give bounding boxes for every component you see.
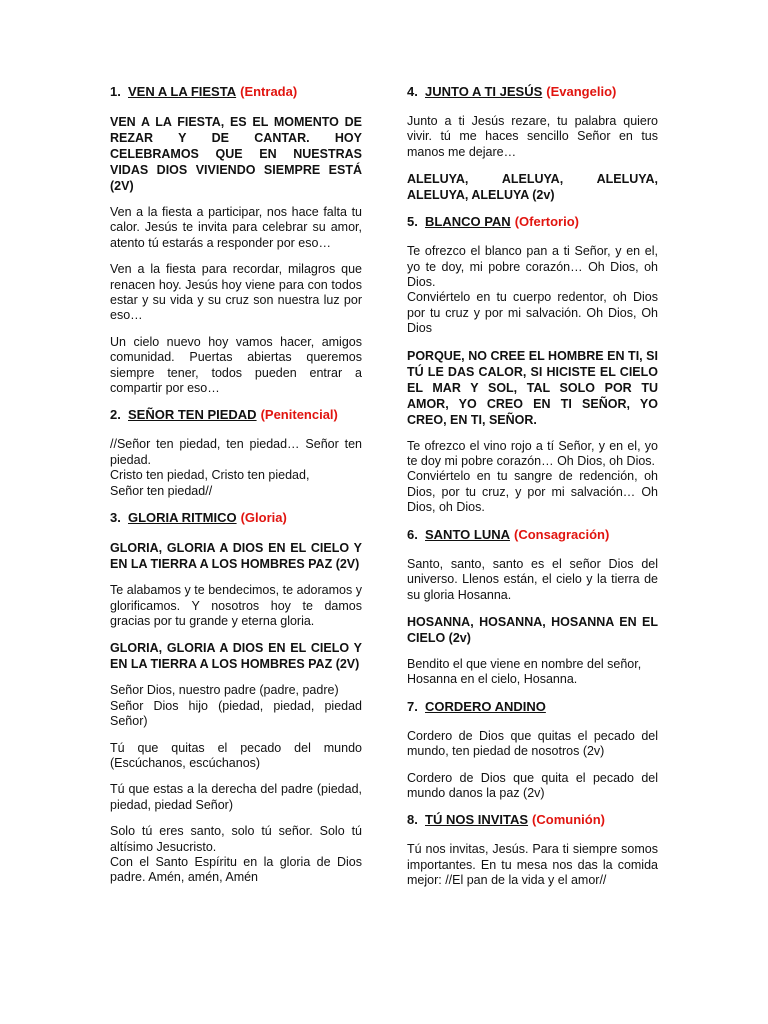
song-subtitle: (Evangelio) bbox=[546, 84, 617, 99]
verse: Un cielo nuevo hoy vamos hacer, amigos comunidad. Puertas abiertas queremos siempre tener, todos pueden entrar a compartir por eso… bbox=[110, 334, 362, 396]
verse-line: //Señor ten piedad, ten piedad… Señor ten piedad. bbox=[110, 437, 362, 467]
verse bbox=[407, 657, 658, 688]
verse-line: Te ofrezco el vino rojo a tí Señor, y en el, yo te doy mi pobre corazón… Oh Dios, oh Dios. bbox=[407, 438, 658, 469]
song-title: CORDERO ANDINO bbox=[425, 698, 546, 714]
song-heading bbox=[110, 407, 362, 423]
song-title: BLANCO PAN bbox=[425, 214, 511, 230]
song-heading bbox=[407, 84, 658, 100]
verse: Santo, santo, santo es el señor Dios del universo. Llenos están, el cielo y la tierra de su gloria Hosanna. bbox=[407, 556, 658, 602]
song-number: 3. bbox=[110, 510, 121, 526]
song-section bbox=[110, 510, 362, 886]
right-column bbox=[407, 84, 658, 900]
song-title: JUNTO A TI JESÚS bbox=[425, 84, 543, 99]
song-number: 5. bbox=[407, 214, 418, 230]
song-title: VEN A LA FIESTA bbox=[128, 84, 237, 99]
verse bbox=[110, 683, 362, 729]
verse bbox=[407, 439, 658, 516]
verse-line: Señor Dios hijo (piedad, piedad, piedad Señor) bbox=[110, 698, 362, 729]
verse-line: Con el Santo Espíritu en la gloria de Dios padre. Amén, amén, Amén bbox=[110, 854, 362, 885]
song-section bbox=[407, 214, 658, 515]
song-number: 7. bbox=[407, 698, 418, 714]
song-subtitle: (Entrada) bbox=[240, 84, 298, 99]
song-subtitle: (Penitencial) bbox=[260, 407, 338, 423]
verse: Junto a ti Jesús rezare, tu palabra quiero vivir. tú me haces sencillo Señor en tus manos me dejare… bbox=[407, 114, 658, 159]
verse-line: Te ofrezco el blanco pan a ti Señor, y en el, yo te doy, mi pobre corazón… Oh Dios, oh Dios. bbox=[407, 244, 658, 290]
song-heading bbox=[407, 527, 658, 543]
song-heading bbox=[110, 510, 362, 526]
song-heading bbox=[110, 84, 362, 100]
song-number: 8. bbox=[407, 812, 418, 828]
verse bbox=[407, 244, 658, 336]
verse-line: Conviértelo en tu cuerpo redentor, oh Dios por tu cruz y por mi salvación. Oh Dios, Oh Dios bbox=[407, 290, 658, 336]
verse: Te alabamos y te bendecimos, te adoramos y glorificamos. Y nosotros hoy te damos gracias por tu grande y eterna gloria. bbox=[110, 583, 362, 628]
song-number: 4. bbox=[407, 84, 418, 99]
chorus: VEN A LA FIESTA, ES EL MOMENTO DE REZAR Y DE CANTAR. HOY CELEBRAMOS QUE EN NUESTRAS VIDAS DIOS VIVIENDO SIEMPRE ESTÁ (2V) bbox=[110, 115, 362, 193]
verse: Ven a la fiesta para recordar, milagros que renacen hoy. Jesús hoy viene para con todos estar y su vida y su cruz son nuestra luz por eso… bbox=[110, 262, 362, 323]
song-number: 1. bbox=[110, 84, 121, 99]
chorus: GLORIA, GLORIA A DIOS EN EL CIELO Y EN LA TIERRA A LOS HOMBRES PAZ (2V) bbox=[110, 641, 362, 672]
verse bbox=[110, 437, 362, 499]
song-section bbox=[407, 527, 658, 688]
song-section bbox=[407, 699, 658, 802]
song-title: GLORIA RITMICO bbox=[128, 510, 237, 526]
song-number: 6. bbox=[407, 526, 418, 542]
song-section bbox=[407, 812, 658, 888]
song-subtitle: (Comunión) bbox=[532, 812, 605, 828]
verse-line: Solo tú eres santo, solo tú señor. Solo tú altísimo Jesucristo. bbox=[110, 824, 362, 854]
song-subtitle: (Consagración) bbox=[513, 526, 610, 542]
verse-line: Señor Dios, nuestro padre (padre, padre) bbox=[110, 683, 339, 698]
verse: Cordero de Dios que quita el pecado del mundo danos la paz (2v) bbox=[407, 770, 658, 800]
song-section bbox=[110, 84, 362, 396]
verse: Tú nos invitas, Jesús. Para ti siempre somos importantes. En tu mesa nos das la comida mejor: //El pan de la vida y el amor// bbox=[407, 842, 658, 888]
verse-line: Hosanna en el cielo, Hosanna. bbox=[407, 672, 578, 687]
verse: Ven a la fiesta a participar, nos hace falta tu calor. Jesús te invita para celebrar su amor, atento tú estarás a responder por eso… bbox=[110, 205, 362, 250]
song-number: 2. bbox=[110, 407, 121, 423]
song-title: SEÑOR TEN PIEDAD bbox=[128, 407, 257, 423]
verse: Cordero de Dios que quitas el pecado del mundo, ten piedad de nosotros (2v) bbox=[407, 728, 658, 759]
song-title: TÚ NOS INVITAS bbox=[425, 812, 529, 828]
verse-line: Bendito el que viene en nombre del señor, bbox=[407, 656, 642, 671]
verse: Tú que estas a la derecha del padre (piedad, piedad, piedad Señor) bbox=[110, 782, 362, 812]
chorus: PORQUE, NO CREE EL HOMBRE EN TI, SI TÚ LE DAS CALOR, SI HICISTE EL CIELO EL MAR Y SOL, TAL SOLO POR TU AMOR, YO CREO EN TI SEÑOR, YO CREO, EN TI, SEÑOR. bbox=[407, 348, 658, 427]
left-column bbox=[110, 84, 362, 897]
verse: Tú que quitas el pecado del mundo (Escúchanos, escúchanos) bbox=[110, 740, 362, 770]
verse-line: Señor ten piedad// bbox=[110, 483, 213, 498]
song-section bbox=[110, 407, 362, 499]
chorus: ALELUYA, ALELUYA, ALELUYA, ALELUYA, ALELUYA (2v) bbox=[407, 172, 658, 203]
verse-line: Conviértelo en tu sangre de redención, oh Dios, por tu cruz, y por mi salvación… Oh Dios, oh Dios. bbox=[407, 469, 658, 515]
song-subtitle: (Ofertorio) bbox=[514, 214, 579, 230]
verse bbox=[110, 824, 362, 886]
song-subtitle: (Gloria) bbox=[240, 510, 287, 526]
song-heading bbox=[407, 812, 658, 828]
song-heading bbox=[407, 214, 658, 230]
chorus: HOSANNA, HOSANNA, HOSANNA EN EL CIELO (2v) bbox=[407, 614, 658, 645]
song-heading bbox=[407, 699, 658, 715]
chorus: GLORIA, GLORIA A DIOS EN EL CIELO Y EN LA TIERRA A LOS HOMBRES PAZ (2V) bbox=[110, 541, 362, 572]
song-title: SANTO LUNA bbox=[425, 526, 510, 542]
verse-line: Cristo ten piedad, Cristo ten piedad, bbox=[110, 468, 310, 483]
song-section bbox=[407, 84, 658, 203]
